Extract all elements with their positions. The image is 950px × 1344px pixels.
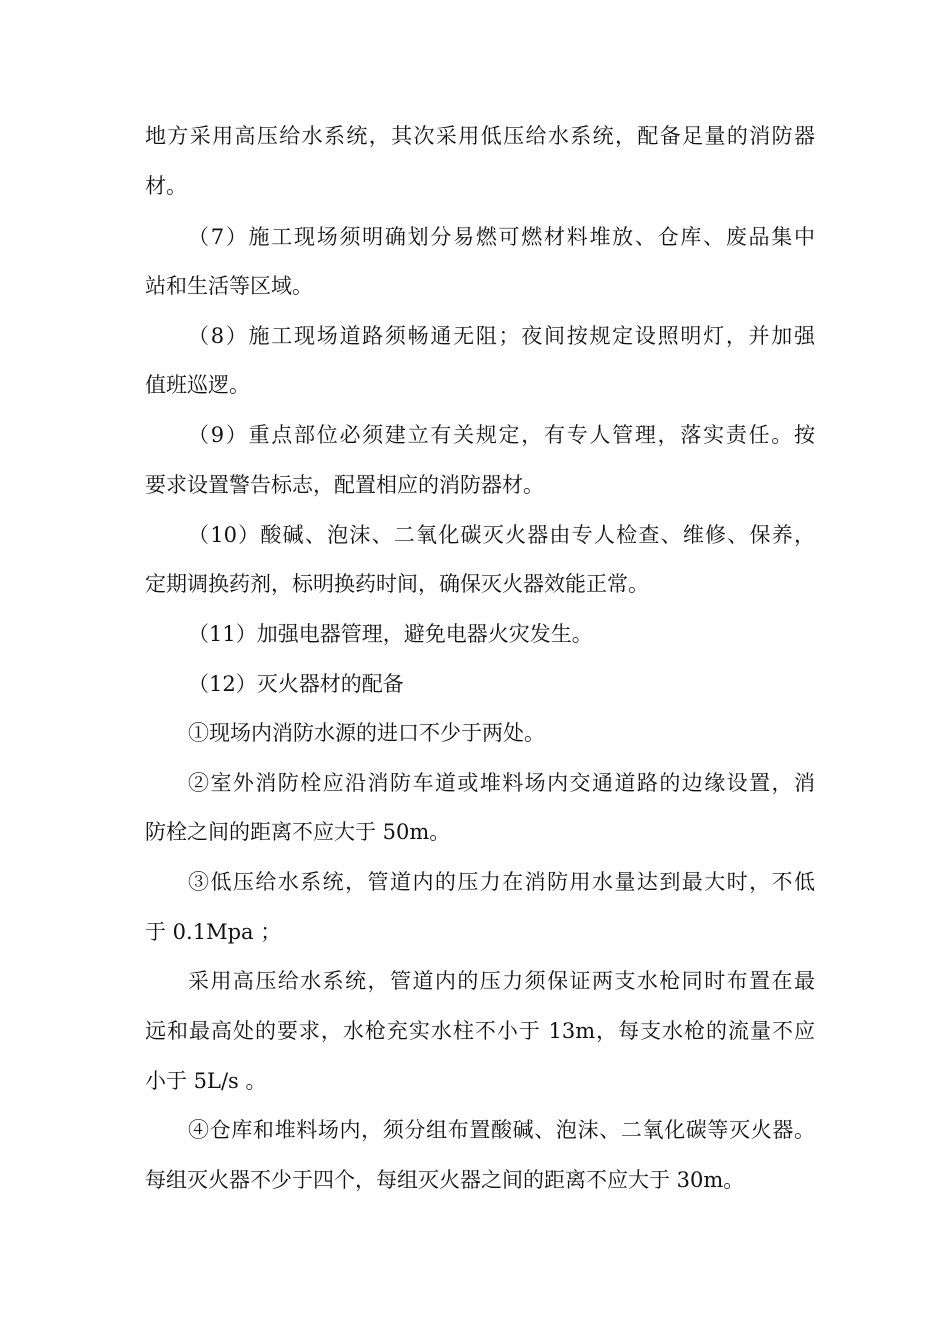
paragraph-line: （10）酸碱、泡沫、二氧化碳灭火器由专人检查、维修、保养，	[188, 523, 815, 547]
paragraph-line: ②室外消防栓应沿消防车道或堆料场内交通道路的边缘设置，消	[188, 771, 815, 795]
paragraph-line: 小于 5L/s 。	[145, 1069, 267, 1093]
paragraph-line: 远和最高处的要求，水枪充实水柱不小于 13m，每支水枪的流量不应	[145, 1019, 815, 1043]
paragraph-line: 定期调换药剂，标明换药时间，确保灭火器效能正常。	[145, 572, 649, 596]
paragraph-line: 每组灭火器不少于四个，每组灭火器之间的距离不应大于 30m。	[145, 1168, 745, 1192]
paragraph-line: （12）灭火器材的配备	[188, 672, 404, 696]
paragraph-line: （9）重点部位必须建立有关规定，有专人管理，落实责任。按	[188, 423, 815, 447]
paragraph-line: 于 0.1Mpa ；	[145, 920, 282, 944]
paragraph-line: ④仓库和堆料场内，须分组布置酸碱、泡沫、二氧化碳等灭火器。	[188, 1118, 815, 1142]
paragraph-line: 值班巡逻。	[145, 373, 250, 397]
paragraph-line: 站和生活等区域。	[145, 274, 313, 298]
paragraph-line: 材。	[145, 174, 187, 198]
paragraph-line: （8）施工现场道路须畅通无阻；夜间按规定设照明灯，并加强	[188, 324, 815, 348]
paragraph-line: （7）施工现场须明确划分易燃可燃材料堆放、仓库、废品集中	[188, 225, 815, 249]
paragraph-line: （11）加强电器管理，避免电器火灾发生。	[188, 622, 593, 646]
paragraph-line: 地方采用高压给水系统，其次采用低压给水系统，配备足量的消防器	[145, 124, 815, 148]
paragraph-line: ③低压给水系统，管道内的压力在消防用水量达到最大时，不低	[188, 870, 815, 894]
paragraph-line: 防栓之间的距离不应大于 50m。	[145, 820, 451, 844]
paragraph-line: 采用高压给水系统，管道内的压力须保证两支水枪同时布置在最	[188, 969, 815, 993]
paragraph-line: ①现场内消防水源的进口不少于两处。	[188, 721, 545, 745]
paragraph-line: 要求设置警告标志，配置相应的消防器材。	[145, 473, 544, 497]
